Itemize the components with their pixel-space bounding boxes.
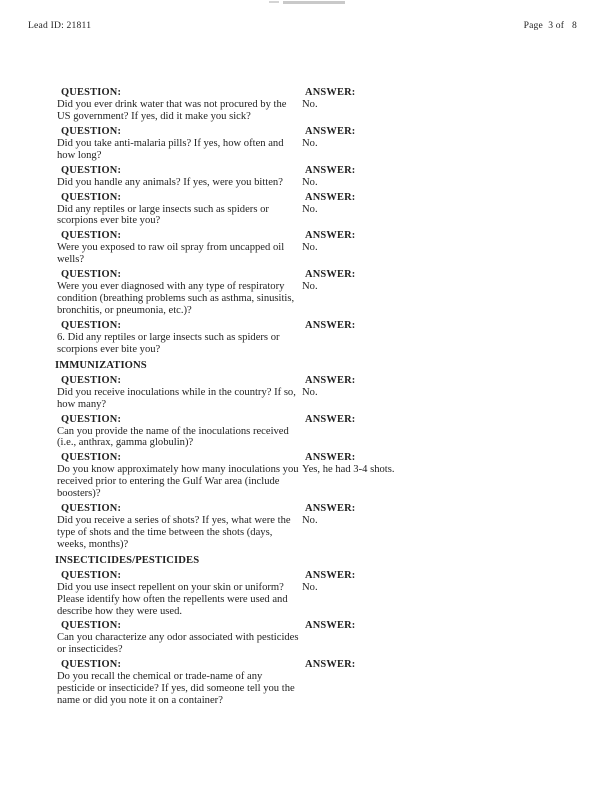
answer-label: ANSWER: (305, 620, 356, 632)
qa-block (55, 619, 581, 656)
question-text-line: Did you use insect repellent on your skin or uniform? (57, 581, 284, 593)
answer-label: ANSWER: (305, 164, 356, 176)
qa-block (55, 125, 581, 162)
answer-text: No. (302, 386, 318, 398)
question-text-line: (i.e., anthrax, gamma globulin)? (57, 437, 194, 449)
question-column (55, 86, 302, 123)
question-text-line: pesticide or insecticide? If yes, did someone tell you the (57, 683, 295, 695)
question-label: QUESTION: (61, 319, 122, 331)
question-text (55, 332, 302, 356)
answer-label: ANSWER: (305, 413, 356, 425)
answer-label: ANSWER: (305, 503, 356, 515)
question-column (55, 268, 302, 317)
question-label: QUESTION: (61, 659, 122, 671)
question-text-line: scorpions ever bite you? (57, 215, 161, 227)
question-label: QUESTION: (61, 191, 122, 203)
question-label: QUESTION: (61, 164, 122, 176)
qa-list (55, 84, 581, 707)
question-text-line: Did you handle any animals? If yes, were you bitten? (57, 176, 283, 188)
section-heading: IMMUNIZATIONS (55, 359, 147, 371)
answer-label: ANSWER: (305, 125, 356, 137)
answer-column (302, 229, 581, 254)
lead-id-label: Lead ID: 21811 (28, 20, 92, 31)
question-label: QUESTION: (61, 503, 122, 515)
question-text-line: scorpions ever bite you? (57, 343, 161, 355)
question-column (55, 125, 302, 162)
question-text-line: Please identify how often the repellents were used and (57, 593, 288, 605)
question-text-line: Did you take anti-malaria pills? If yes, how often and (57, 137, 284, 149)
qa-block (55, 374, 581, 411)
question-text (55, 281, 302, 317)
qa-block (55, 191, 581, 228)
answer-text: No. (302, 281, 318, 293)
question-text (55, 632, 302, 656)
answer-column (302, 619, 581, 632)
question-text-line: Did you ever drink water that was not procured by the (57, 99, 287, 110)
section-heading: INSECTICIDES/PESTICIDES (55, 554, 200, 566)
answer-label: ANSWER: (305, 659, 356, 671)
page-header (28, 20, 577, 31)
question-column (55, 191, 302, 228)
answer-label: ANSWER: (305, 269, 356, 281)
question-text-line: name or did you note it on a container? (57, 695, 223, 707)
question-text-line: US government? If yes, did it make you sick? (57, 110, 251, 122)
question-text (55, 582, 302, 618)
question-text-line: received prior to entering the Gulf War area (include (57, 476, 280, 488)
qa-block (55, 658, 581, 707)
question-text-line: how long? (57, 149, 102, 161)
question-text (55, 242, 302, 266)
question-text (55, 177, 302, 189)
question-text-line: bronchitis, or pneumonia, etc.)? (57, 304, 192, 316)
answer-column (302, 191, 581, 216)
question-text-line: describe how they were used. (57, 605, 183, 617)
question-text-line: or insecticides? (57, 644, 123, 656)
question-text (55, 464, 302, 500)
qa-block (55, 451, 581, 500)
qa-block (55, 164, 581, 189)
qa-block (55, 268, 581, 317)
question-text-line: condition (breathing problems such as asthma, sinusitis, (57, 293, 295, 305)
question-text-line: how many? (57, 398, 107, 410)
answer-label: ANSWER: (305, 374, 356, 386)
question-column (55, 164, 302, 189)
question-label: QUESTION: (61, 125, 122, 137)
answer-column (302, 86, 581, 111)
question-column (55, 413, 302, 450)
question-text-line: wells? (57, 254, 85, 266)
question-text-line: Can you characterize any odor associated with pesticides (57, 632, 299, 644)
answer-label: ANSWER: (305, 87, 356, 98)
answer-text: No. (302, 137, 318, 149)
question-label: QUESTION: (61, 569, 122, 581)
answer-column (302, 319, 581, 332)
question-column (55, 569, 302, 618)
answer-text: No. (302, 515, 318, 527)
page-number-label: Page 3 of 8 (523, 20, 577, 31)
answer-column (302, 658, 581, 671)
answer-label: ANSWER: (305, 319, 356, 331)
question-label: QUESTION: (61, 374, 122, 386)
question-column (55, 319, 302, 356)
answer-label: ANSWER: (305, 452, 356, 464)
answer-column (302, 413, 581, 426)
answer-column (302, 374, 581, 399)
answer-column (302, 502, 581, 527)
qa-block (55, 86, 581, 123)
answer-text: No. (302, 242, 318, 254)
question-text-line: type of shots and the time between the shots (days, (57, 526, 273, 538)
question-label: QUESTION: (61, 620, 122, 632)
question-text-line: 6. Did any reptiles or large insects such as spiders or (57, 331, 280, 343)
qa-block (55, 569, 581, 618)
question-column (55, 229, 302, 266)
question-label: QUESTION: (61, 87, 122, 98)
question-text-line: Do you know approximately how many inoculations you (57, 464, 299, 476)
answer-label: ANSWER: (305, 569, 356, 581)
answer-text: No. (302, 203, 318, 215)
question-text-line: weeks, months)? (57, 538, 129, 550)
question-label: QUESTION: (61, 230, 122, 242)
question-column (55, 374, 302, 411)
qa-block (55, 229, 581, 266)
question-text (55, 99, 302, 123)
answer-text: No. (302, 581, 318, 593)
question-label: QUESTION: (61, 452, 122, 464)
question-text (55, 387, 302, 411)
question-column (55, 451, 302, 500)
question-text-line: boosters)? (57, 488, 101, 500)
answer-text: No. (302, 99, 318, 110)
qa-block (55, 502, 581, 551)
answer-column (302, 569, 581, 594)
answer-text: Yes, he had 3-4 shots. (302, 464, 395, 476)
answer-text: No. (302, 176, 318, 188)
question-text (55, 138, 302, 162)
question-text (55, 204, 302, 228)
question-text-line: Were you ever diagnosed with any type of respiratory (57, 281, 285, 293)
answer-column (302, 125, 581, 150)
question-text-line: Can you provide the name of the inoculations received (57, 425, 289, 437)
question-text-line: Did you receive a series of shots? If yes, what were the (57, 515, 291, 527)
answer-label: ANSWER: (305, 191, 356, 203)
scan-artifact-bar (283, 1, 345, 4)
question-column (55, 658, 302, 707)
answer-column (302, 451, 581, 476)
answer-column (302, 164, 581, 189)
question-label: QUESTION: (61, 413, 122, 425)
question-text-line: Were you exposed to raw oil spray from uncapped oil (57, 242, 285, 254)
answer-column (302, 268, 581, 293)
question-text (55, 426, 302, 450)
question-text-line: Do you recall the chemical or trade-name of any (57, 671, 263, 683)
question-text-line: Did any reptiles or large insects such as spiders or (57, 203, 269, 215)
question-label: QUESTION: (61, 269, 122, 281)
question-column (55, 502, 302, 551)
question-text (55, 671, 302, 707)
qa-block (55, 319, 581, 356)
question-text (55, 515, 302, 551)
question-column (55, 619, 302, 656)
qa-block (55, 413, 581, 450)
answer-label: ANSWER: (305, 230, 356, 242)
question-text-line: Did you receive inoculations while in the country? If so, (57, 386, 296, 398)
